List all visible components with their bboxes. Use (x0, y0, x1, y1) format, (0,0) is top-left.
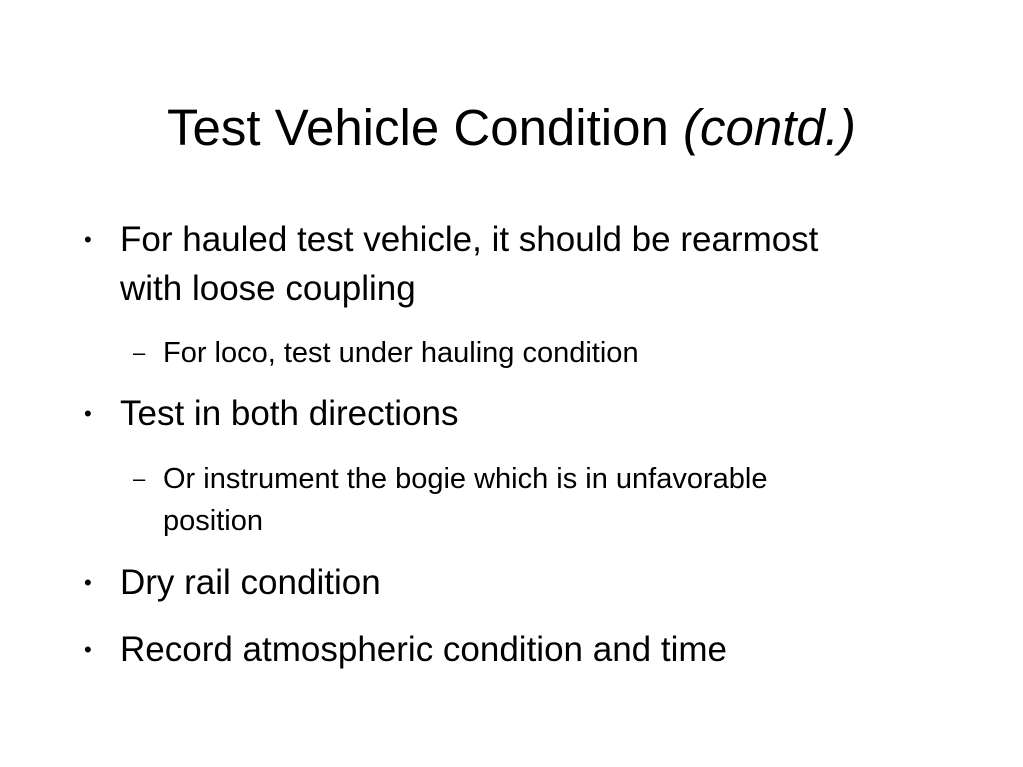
sub-bullet-text: position (163, 505, 263, 537)
title-contd: (contd.) (683, 99, 856, 156)
bullet-marker-icon: • (84, 570, 92, 595)
sub-bullet-text: For loco, test under hauling condition (163, 337, 639, 369)
bullet-text: Record atmospheric condition and time (120, 630, 727, 669)
bullet-marker-icon: • (84, 401, 92, 426)
dash-marker-icon: – (133, 466, 146, 491)
slide-title (0, 96, 1023, 160)
title-main: Test Vehicle Condition (167, 99, 684, 156)
bullet-marker-icon: • (84, 637, 92, 662)
bullet-text: For hauled test vehicle, it should be rearmost (120, 220, 819, 259)
bullet-marker-icon: • (84, 227, 92, 252)
bullet-text: Dry rail condition (120, 563, 381, 602)
sub-bullet-text: Or instrument the bogie which is in unfavorable (163, 463, 768, 495)
bullet-text: with loose coupling (120, 269, 416, 308)
dash-marker-icon: – (133, 340, 146, 365)
bullet-text: Test in both directions (120, 394, 459, 433)
